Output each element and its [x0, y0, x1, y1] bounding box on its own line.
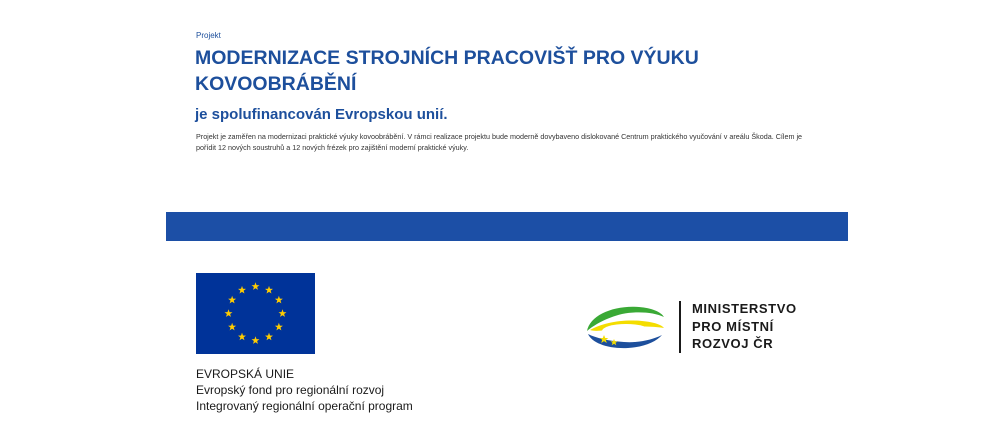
blue-band [166, 212, 848, 241]
mmr-logo-white-core [602, 324, 650, 338]
eu-text-line: Evropský fond pro regionální rozvoj [196, 383, 385, 397]
project-subtitle: je spolufinancován Evropskou unií. [195, 106, 448, 123]
mmr-name [692, 300, 797, 353]
project-title: MODERNIZACE STROJNÍCH PRACOVIŠŤ PRO VÝUKU KOVOOBRÁBĚNÍ [195, 47, 699, 95]
mmr-name-line: MINISTERSTVO [692, 301, 797, 316]
eu-text-line: Integrovaný regionální operační program [196, 399, 413, 413]
project-description: Projekt je zaměřen na modernizaci praktické výuky kovoobrábění. V rámci realizace projektu bude moderně dovybaveno dislokované Centrum praktického vyučování v areálu Škoda. Cílem je pořídit 12 nových soustruhů a 12 nových frézek pro zajištění moderní praktické výuky. [196, 132, 803, 152]
project-eyebrow: Projekt [196, 31, 221, 40]
mmr-logo-icon [584, 301, 666, 351]
eu-text-block [196, 366, 413, 414]
mmr-name-line: ROZVOJ ČR [692, 336, 774, 351]
eu-text-line: EVROPSKÁ UNIE [196, 367, 295, 381]
mmr-name-line: PRO MÍSTNÍ [692, 318, 774, 334]
mmr-divider [679, 301, 681, 353]
eu-flag-icon [196, 273, 315, 354]
